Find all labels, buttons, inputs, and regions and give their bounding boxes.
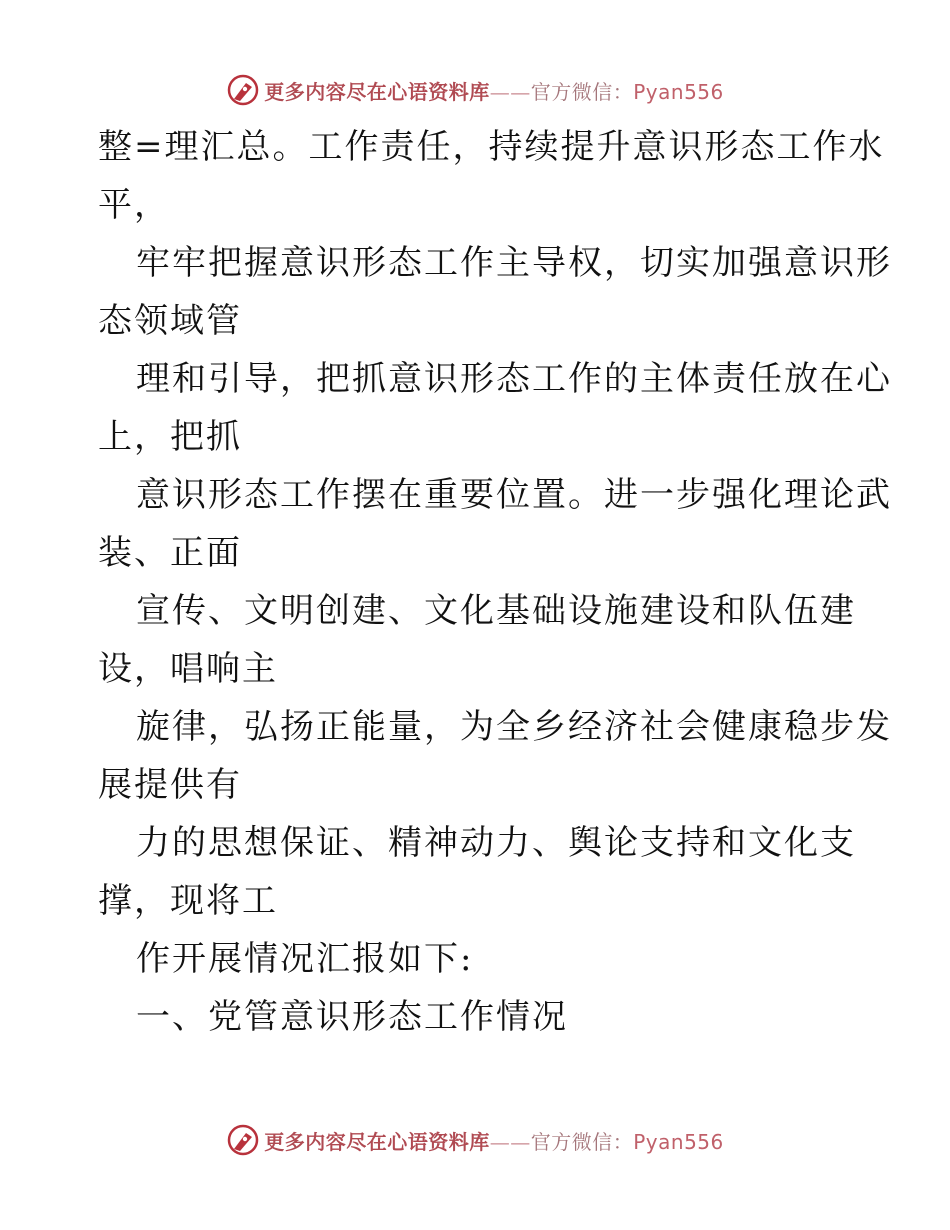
header-banner-sub: 官方微信： (530, 79, 634, 104)
body-line: 整=理汇总。工作责任，持续提升意识形态工作水 (98, 127, 885, 167)
body-line: 理和引导，把抓意识形态工作的主体责任放在心 (136, 359, 892, 399)
body-line: 上，把抓 (98, 417, 242, 457)
footer-banner-text (264, 1126, 724, 1155)
body-line: 牢牢把握意识形态工作主导权，切实加强意识形 (136, 243, 892, 283)
footer-banner (0, 1120, 950, 1160)
body-line: 宣传、文明创建、文化基础设施建设和队伍建 (136, 591, 856, 631)
body-line: 态领域管 (98, 301, 242, 341)
footer-banner-main: 更多内容尽在心语资料库 (264, 1129, 490, 1154)
footer-banner-sub: 官方微信： (530, 1129, 634, 1154)
body-line: 力的思想保证、精神动力、舆论支持和文化支 (136, 823, 856, 863)
header-banner-text (264, 76, 724, 105)
body-line: 设，唱响主 (98, 649, 278, 689)
document-body (98, 118, 892, 1046)
body-line: 平， (98, 185, 170, 225)
pen-nib-logo-icon (226, 73, 260, 107)
section-heading: 一、党管意识形态工作情况 (136, 997, 568, 1037)
header-banner-dash: —— (489, 79, 531, 104)
header-banner-wechat: Pyan556 (633, 79, 724, 104)
body-line: 装、正面 (98, 533, 242, 573)
body-line: 作开展情况汇报如下: (136, 939, 474, 979)
footer-banner-wechat: Pyan556 (633, 1129, 724, 1154)
body-line: 意识形态工作摆在重要位置。进一步强化理论武 (136, 475, 892, 515)
pen-nib-logo-icon (226, 1123, 260, 1157)
body-line: 撑，现将工 (98, 881, 278, 921)
body-line: 展提供有 (98, 765, 242, 805)
header-banner-main: 更多内容尽在心语资料库 (264, 79, 490, 104)
body-line: 旋律，弘扬正能量，为全乡经济社会健康稳步发 (136, 707, 892, 747)
footer-banner-dash: —— (489, 1129, 531, 1154)
header-banner (0, 70, 950, 110)
